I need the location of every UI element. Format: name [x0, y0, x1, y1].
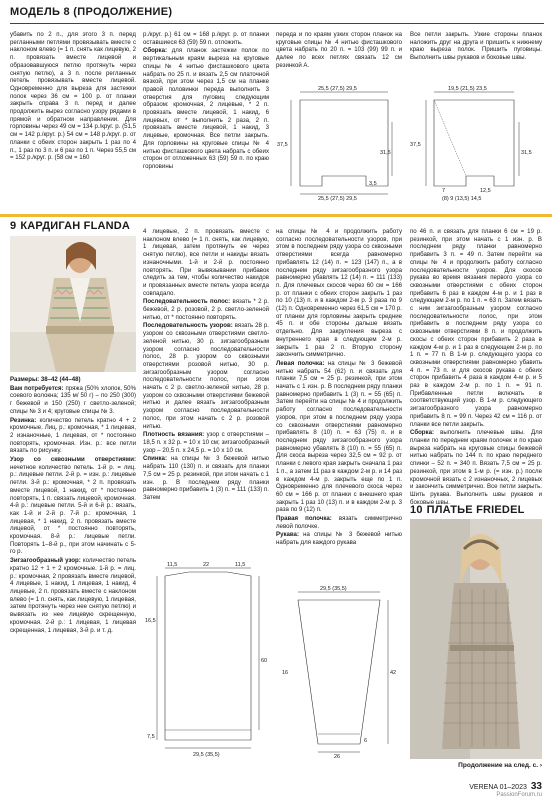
cardigan-holes-text: нечетное количество петель. 1-й р. = лиц. р.: лицевые петли. 2-й р. = изн. р.: лицевые петли. 3-й р.: кромочная, * 2 п. провязать вместе лицевой, 1 накид, от * постоянно повторять, 1 п. связать лицевой, кромочная. 4-й р.: лицевые петли. 5-й и 6-й р.: вязать, как 1-й и 2-й р. 7-й р.: кромочная, 1 лицевая, * 1 накид, 2 п. провязать вместе лицевой, от * постоянно повторять, кромочная. 8-й р.: лицевые петли. Повторять 1–8-й р., при этом начинать с 5-го р.	[10, 463, 136, 556]
m8-front-height: 37,5	[410, 142, 421, 148]
page-number: 33	[530, 781, 542, 792]
page-header	[10, 6, 544, 24]
m8-front-width-bottom: (8) 9 (13,5) 14,5	[442, 196, 482, 202]
cardigan-holes	[10, 456, 136, 556]
m8-front-12-5: 12,5	[480, 188, 491, 194]
cardigan-stripes	[143, 298, 269, 321]
m8-back-height: 37,5	[277, 142, 288, 148]
m8-column-2	[143, 31, 269, 211]
cardigan-rib-label: Резинка:	[10, 416, 37, 424]
cardigan-sizes-text: Размеры: 38–42 (44–48)	[10, 376, 81, 383]
section-10-name: ПЛАТЬЕ FRIEDEL	[426, 504, 525, 516]
cardigan-back-cont: на спицы № 4 и продолжить работу согласно последовательности узоров, при этом в последнем ряду узора со сквозными отверстиями всегда равномерно прибавлять 12 (14) п. = 123 (147) п., а в последнем ряду зигзагообразного узора равномерно убавлять 12 (14) п. = 111 (133) п. Для плечевых скосов через 60 см = 166 р. от планки с обеих сторон закрыть 1 раз по 10 (13) п. и в каждом 2-м р. 3 раза по 9 (12) п. Одновременно через 61,5 см = 170 р. от планки для горловины закрыть средние 45 п. и обе стороны дальше вязать отдельно. Для закругления выреза с внутреннего края в следующем 2-м р. закрыть 1 раз 2 п. Вторую сторону закончить симметрично.	[276, 228, 402, 359]
dress-photo	[410, 519, 542, 759]
back-dim-e: 60	[261, 658, 268, 664]
m8-back-width-bottom: 25,5 (27,5) 29,5	[318, 196, 357, 202]
cardigan-photo	[10, 236, 136, 372]
cardigan-density-label: Плотность вязания:	[143, 431, 205, 439]
cardigan-sleeve-cont: по 46 п. и связать для планки 6 см = 19 р. резинкой, при этом начать с 1 изн. р. В последнем ряду планки равномерно прибавить 3 п. = 49 п. Затем перейти на спицы № 4 и продолжить работу согласно последовательности узоров. Для скосов рукава во время вязания первого узора со сквозными отверстиями с обеих сторон прибавить 6 раз в каждом 4-м р. и 1 раз в следующем 2-м р. по 1 п. = 63 п. Затем вязать с ним зигзагообразным узором согласно последовательности полос, при этом прибавить в последнем ряду узора со сквозными отверстиями 8 п. и продолжить скосы с обеих сторон прибавить 2 раза в каждом 4-м р. и 1 раз в следующем 2-м р. по 1 п. = 77 п. В 1-м р. следующего узора со сквозными отверстиями равномерно убавить 4 п. = 73 п. и для скосов рукава с обеих сторон прибавить 4 раза в каждом 4-м р. и 5 раз в каждом 2-м р. по 1 п. = 91 п. Прибавленные петли включать в соответствующий узор. В 1-м р. следующего зигзагообразного узора равномерно прибавить 8 п. = 99 п. Через 42 см = 116 р. от планки все петли закрыть.	[410, 228, 542, 428]
cardigan-sleeve-schema	[276, 584, 402, 758]
cardigan-patterns-text: вязать 28 р. узором со сквозными отверстиями светло-зеленой нитью, 30 р. зигзагообразным узором согласно последовательности полос, 28 р. узором со сквозными отверстиями розовой нитью, 30 р. зигзагообразным узором согласно последовательности полос, при этом начать с 2 р. светло-зеленой нитью, 28 р. узором со сквозными отверстиями бежевой нитью и далее вязать зигзагообразным узором согласно последовательности полос, при этом начать с 2 р. розовой нитью.	[143, 322, 269, 430]
m8-front-schema	[406, 82, 544, 202]
back-dim-g: 29,5 (35,5)	[193, 752, 220, 758]
m8-assembly	[143, 47, 269, 170]
back-dim-d: 16,5	[145, 618, 156, 624]
cardigan-left	[276, 360, 402, 514]
cardigan-yarn-label: Вам потребуется:	[10, 384, 64, 392]
m8-text-2: р./круг. р.) 61 см = 168 р./круг. р. от планки оставшиеся 63 (59) 59 п. отложить.	[143, 31, 269, 46]
m8-back-schema	[276, 82, 402, 202]
m8-text-3: переда и по краям узких сторон планок на круговые спицы № 4 нитью фисташкового цвета набрать по 20 п. = 103 (99) 99 п. и далее по всех петлях связать 12 см резинкой А.	[276, 31, 402, 69]
sleeve-dim-c: 16	[282, 670, 289, 676]
cardigan-right	[276, 515, 402, 530]
cardigan-holes-label: Узор со сквозными отверстиями:	[10, 456, 136, 464]
sleeve-dim-b: 42	[390, 670, 397, 676]
cardigan-assembly-text: выполнить плечевые швы. Для планки по переднем краям полочек и по краю выреза набрать на круговые спицы бежевой нитью набрать по 144 п. по краю переднего спинки – 52 п. = 340 п. Вязать 7,5 см = 25 р. резинкой, при этом в 1-м р. (= изн. р.) после кромочной вязать с 2 изнаночных, 2 лицевых и закончить симметрично. Все петли закрыть. Шить рукава. Выполнить швы рукавов и боковые швы.	[410, 429, 542, 506]
cardigan-patterns-label: Последовательность узоров:	[143, 322, 233, 330]
cardigan-density-text: узор с отверстиями – 18,5 п. х 32 р. = 10 х 10 см; зигзагообразный узор – 20,5 п. х 24,5 р. = 10 х 10 см.	[143, 431, 269, 454]
cardigan-assembly-label: Сборка:	[410, 429, 434, 437]
cardigan-density	[143, 431, 269, 454]
cardigan-column-1	[10, 376, 136, 756]
cardigan-sleeve	[276, 531, 402, 546]
section-10-number: 10	[410, 504, 423, 516]
section-9-title	[10, 220, 130, 232]
m8-front-7: 7	[442, 188, 446, 194]
cardigan-column-3	[276, 228, 402, 582]
cardigan-left-label: Левая полочка:	[276, 359, 325, 367]
m8-text-4: Все петли закрыть. Узкие стороны планок наложить друг на друга и пришить к нижнему краю выреза полок. Пришить пуговицы. Выполнить швы рукавов и боковые швы.	[410, 31, 542, 62]
page-footer	[469, 781, 542, 792]
cardigan-column-2	[143, 228, 269, 560]
cardigan-back-label: Спинка:	[143, 455, 167, 463]
m8-assembly-label: Сборка:	[143, 47, 167, 55]
back-dim-a: 11,5	[167, 562, 178, 568]
continuation-note: Продолжение на след. с. ›	[458, 762, 542, 769]
cardigan-rib	[10, 417, 136, 456]
watermark: PassionForum.ru	[496, 792, 542, 798]
sleeve-dim-a: 29,5 (35,5)	[320, 586, 347, 592]
cardigan-yarn	[10, 385, 136, 416]
cardigan-sleeve-label: Рукава:	[276, 531, 299, 539]
cardigan-back-text: на спицы № 3 бежевой нитью набрать 110 (130) п. и связать для планки 7,5 см = 25 р. резинкой, при этом начать с 1 изн. р. В последнем ряду планки равномерно прибавить 1 (3) п. = 111 (133) п. Затем	[143, 455, 269, 501]
page-title: МОДЕЛЬ 8 (ПРОДОЛЖЕНИЕ)	[10, 6, 173, 18]
m8-front-width-top: 19,5 (21,5) 23,5	[448, 86, 487, 92]
back-dim-f: 7,5	[147, 734, 155, 740]
m8-column-4	[410, 31, 542, 71]
m8-back-width-top: 25,5 (27,5) 29,5	[318, 86, 357, 92]
m8-column-3	[276, 31, 402, 71]
cardigan-right-label: Правая полочка:	[276, 515, 332, 523]
cardigan-yarn-text: пряжа (50% хлопок, 50% соевого волокна; 135 м/ 50 г) – по 250 (300) г бежевой и 150 (250) г светло-зеленой; спицы № 3 и 4; круговые спицы № 3.	[10, 384, 136, 415]
cardigan-stripes-text: вязать * 2 р. бежевой, 2 р. розовой, 2 р. светло-зеленой нитью, от * постоянно повторять.	[143, 298, 269, 321]
m8-text-1: убавить по 2 п., для этого 3 п. перед регланными петлями провязывать вместе с наклоном влево (= 1 п. снять как лицевую, 2 п. провязать вместе лицевой и образовавшуюся петлю протянуть через снятую петлю), а 3 п. после регланных петель провязывать вместе лицевой. Одновременно для выреза для застежки полок через 36 см = 100 р. от планки закрыть справа 3 п. перед и далее продолжить вырез согласно узору рядами в прямой и обратном направлении. Для горловины через 49 см = 134 р./круг. р. (51,5 см = 142 р./круг. р.) 54 см = 148 р./круг. р. от планки с обеих сторон закрыть 1 раз по 4 п., 1 раз по 3 п. и 6 раз по 1 п. Через 55,5 см = 152 р./круг. р. (58 см = 160	[10, 31, 136, 162]
magazine-name: VERENA 01–2023	[469, 784, 527, 791]
m8-column-1	[10, 31, 136, 211]
cardigan-patterns	[143, 322, 269, 430]
cardigan-zigzag-label: Зигзагообразный узор:	[10, 557, 81, 565]
section-divider	[0, 214, 552, 217]
cardigan-back-schema	[143, 562, 273, 758]
section-9-number: 9	[10, 220, 17, 232]
cardigan-back	[143, 455, 269, 501]
cardigan-sizes	[10, 376, 136, 384]
sleeve-dim-d: 6	[364, 738, 368, 744]
cardigan-zigzag	[10, 557, 136, 634]
m8-back-slit: 3,5	[369, 181, 377, 187]
section-9-name: КАРДИГАН FLANDA	[20, 220, 131, 232]
cardigan-rib-text: количество петель кратно 4 + 2 кромочные. Лиц. р.: кромочная, * 1 лицевая, 2 изнаночные, 1 лицевая, от * постоянно повторять, кромочная. Изн. р.: все петли вязать по рисунку.	[10, 416, 136, 455]
cardigan-right-text: вязать симметрично левой полочке.	[276, 515, 402, 530]
cardigan-stripes-label: Последовательность полос:	[143, 298, 231, 306]
section-10-title	[410, 504, 525, 516]
back-dim-b: 22	[203, 562, 210, 568]
cardigan-zigzag-cont: 4 лицевые, 2 п. провязать вместе с наклоном влево (= 1 п. снять, как лицевую, 1 лицевая, затем протянуть ее через снятую петлю), все петли и накиды вязать изнаночными. 1-й и 2-й р. постоянно повторять. При вывязывании прибавок следить за тем, чтобы количество накидов и провязанных вместе петель узора всегда совпадало.	[143, 228, 269, 297]
back-dim-c: 11,5	[235, 562, 246, 568]
cardigan-assembly	[410, 429, 542, 506]
m8-assembly-text: для планок застежки полок по вертикальным краям выреза на круговые спицы № 4 нитью фисташкового цвета набрать по 25 п. и вязать 2,5 см платочной вязкой, при этом через 1,5 см на планке правой половинки переда выполнить 3 отверстия для пуговиц следующим образом: кромочная, 2 лицевые, * 2 п. провязать вместе лицевой, 1 накид, 6 лицевых, от * выполнить 2 раза, 2 п. провязать вместе лицевой, 1 накид, 3 лицевые, кромочная. Все петли закрыть. Для горловины на круговые спицы № 4 нитью фисташкового цвета набрать с обеих сторон от отложенных 63 (59) 59 п. по краю горловины	[143, 47, 269, 170]
sleeve-dim-e: 26	[334, 754, 341, 758]
cardigan-sleeve-text: на спицы № 3 бежевой нитью набрать для каждого рукава	[276, 531, 402, 547]
m8-back-inner-height: 31,5	[380, 150, 391, 156]
cardigan-zigzag-text: количество петель кратно 12 + 1 + 2 кромочные. 1-й р. = лиц. р.: кромочная, 2 провязать вместе лицевой, 4 лицевые, 1 накид, 1 лицевая, 1 накид, 4 лицевые, 2 п. провязать вместе с наклоном влево (= 1 п. снять, как лицевую, 1 лицевая, затем протянуть через нее снятую петлю) и вывязать из нее лицевую скрещенную, кромочная. 2-й р.: 1 лицевая, 1 лицевая скрещенная, 1 лицевая, 3-й р. и т. д.	[10, 557, 136, 634]
m8-front-inner-height: 31,5	[521, 150, 532, 156]
cardigan-left-text: на спицы № 3 бежевой нитью набрать 54 (62) п. и связать для планки 7,5 см = 25 р. резинкой, при этом начать с 1 изн. р. В последнем ряду планки равномерно прибавить 1 (3) п. = 55 (65) п. Затем перейти на спицы № 4 и продолжить работу согласно последовательности узоров, при этом в последнем ряду узора со сквозными отверстиями равномерно прибавлять 8 (10) п. = 63 (75) п. и в последнем ряду зигзагообразного узора равномерно убавлять 8 (10) п. = 55 (65) п. Для скоса выреза через 32,5 см = 92 р. от планки с левого края закрыть сначала 1 раз 1 п., а затем 11 раз в каждом 2-м р. и 14 раз в каждом 4-м р. закрыть еще по 1 п. Одновременно для плечевого скоса через 60 см = 166 р. от планки с внешнего края закрыть 1 раз 10 (13) п. и в каждом 2-м р. 3 раза по 9 (12) п.	[276, 359, 402, 514]
